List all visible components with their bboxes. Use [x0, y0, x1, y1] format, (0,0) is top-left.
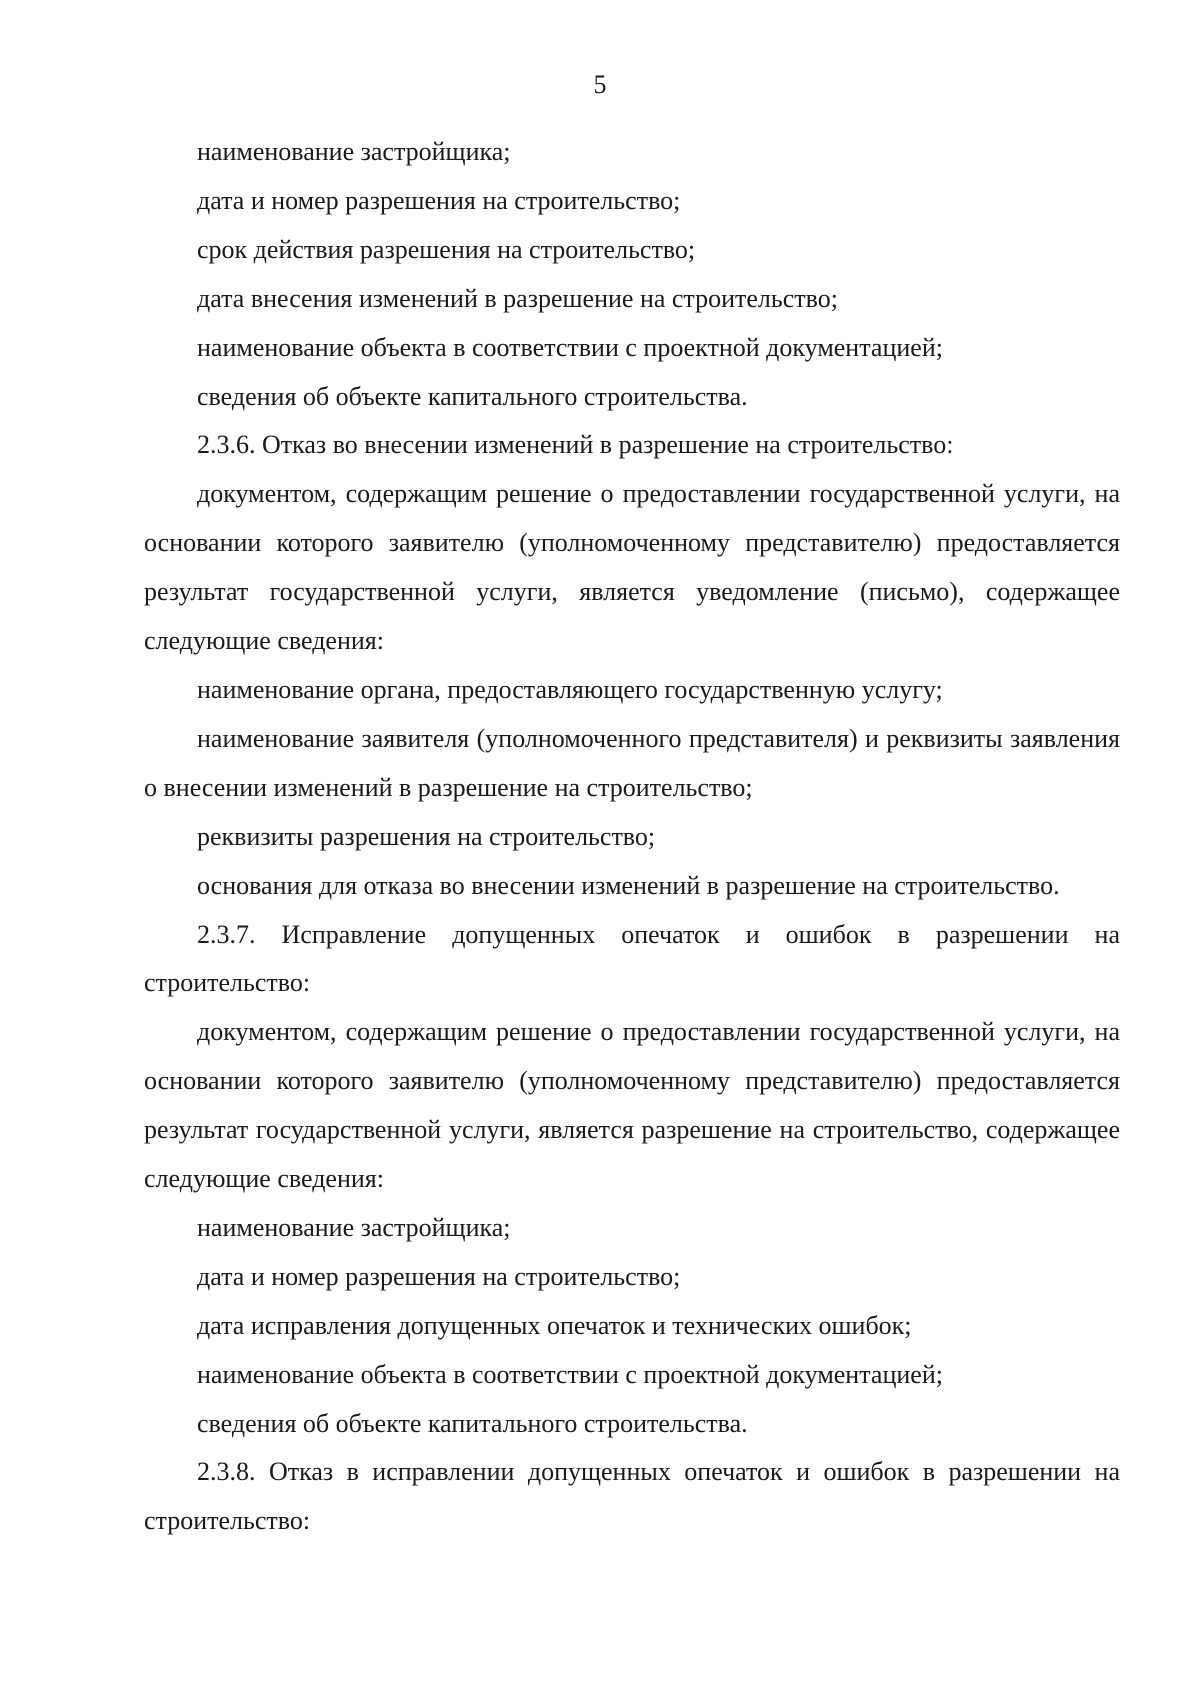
section-heading-2-3-6: 2.3.6. Отказ во внесении изменений в разрешение на строительство:	[197, 430, 954, 460]
list-item-applicant-name: наименование заявителя (уполномоченного представителя) и реквизиты заявления о внесении изменений в разрешение на строительство;	[144, 723, 1120, 802]
list-item-object-name-2: наименование объекта в соответствии с проектной документацией;	[197, 1359, 943, 1389]
list-item-object-name: наименование объекта в соответствии с проектной документацией;	[197, 332, 943, 362]
document-body	[144, 128, 1120, 1546]
list-item-permit-date-number: дата и номер разрешения на строительство;	[197, 185, 681, 215]
list-item-developer-name-2: наименование застройщика;	[197, 1212, 511, 1242]
list-item-refusal-grounds: основания для отказа во внесении изменений в разрешение на строительство.	[197, 870, 1060, 900]
list-item-permit-validity: срок действия разрешения на строительство;	[197, 234, 696, 264]
section-heading-2-3-7: 2.3.7. Исправление допущенных опечаток и ошибок в разрешении на строительство:	[144, 919, 1120, 998]
paragraph-decision-document-refusal: документом, содержащим решение о предоставлении государственной услуги, на основании которого заявителю (уполномоченному представителю) предоставляется результат государственной услуги, является уведомление (письмо), содержащее следующие сведения:	[144, 479, 1120, 656]
section-heading-2-3-8: 2.3.8. Отказ в исправлении допущенных опечаток и ошибок в разрешении на строительство:	[144, 1457, 1120, 1536]
list-item-object-info-2: сведения об объекте капитального строительства.	[197, 1408, 748, 1438]
paragraph-decision-document-correction: документом, содержащим решение о предоставлении государственной услуги, на основании которого заявителю (уполномоченному представителю) предоставляется результат государственной услуги, является разрешение на строительство, содержащее следующие сведения:	[144, 1017, 1120, 1194]
list-item-developer-name: наименование застройщика;	[197, 137, 511, 166]
list-item-correction-date: дата исправления допущенных опечаток и технических ошибок;	[197, 1310, 912, 1340]
list-item-authority-name: наименование органа, предоставляющего государственную услугу;	[197, 674, 943, 704]
list-item-permit-details: реквизиты разрешения на строительство;	[197, 821, 656, 851]
page-number: 5	[593, 70, 607, 99]
list-item-permit-date-number-2: дата и номер разрешения на строительство;	[197, 1261, 681, 1291]
list-item-amendment-date: дата внесения изменений в разрешение на строительство;	[197, 283, 838, 313]
list-item-object-info: сведения об объекте капитального строительства.	[197, 381, 748, 411]
